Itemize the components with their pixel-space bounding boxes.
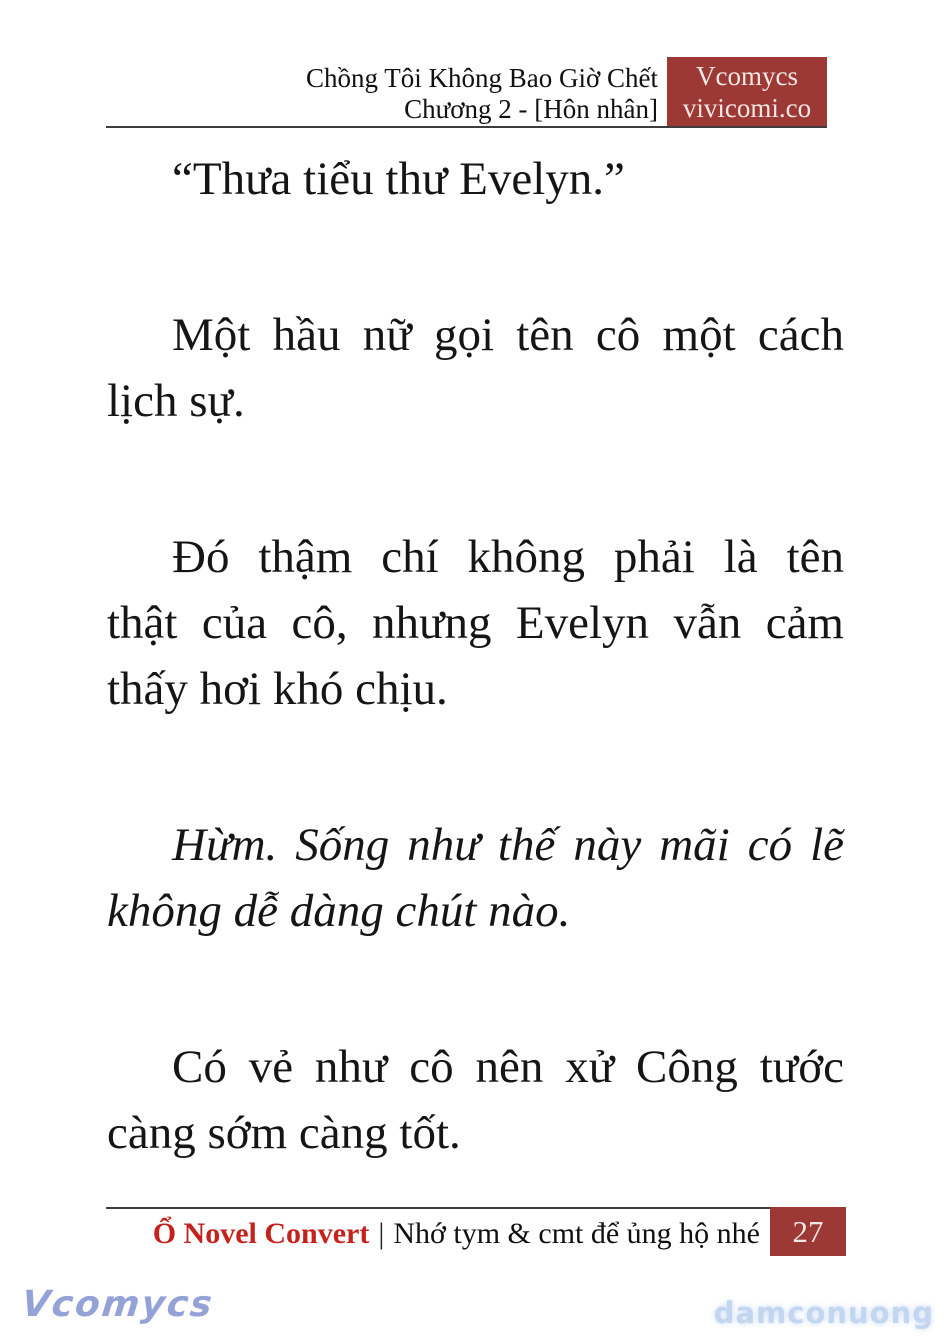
paragraph-line: lịch sự.	[107, 375, 245, 427]
paragraph-line: càng sớm càng tốt.	[107, 1107, 461, 1159]
footer-note: Nhớ tym & cmt để ủng hộ nhé	[393, 1217, 760, 1250]
paragraph	[107, 302, 844, 434]
paragraph	[107, 146, 844, 212]
translator-badge	[667, 57, 827, 127]
footer-divider	[106, 1207, 770, 1209]
paragraph-line: “Thưa tiểu thư Evelyn.”	[172, 153, 625, 205]
paragraph	[107, 524, 844, 722]
footer-separator: |	[378, 1217, 385, 1250]
page-number: 27	[792, 1213, 824, 1249]
paragraph-line: Đó thậm chí không phải là tên	[172, 531, 844, 583]
paragraph-line: Hừm. Sống như thế này mãi có lẽ	[172, 819, 844, 871]
chapter-title: Chương 2 - [Hôn nhân]	[404, 94, 658, 124]
paragraph-line: Một hầu nữ gọi tên cô một cách	[172, 309, 844, 361]
book-title: Chồng Tôi Không Bao Giờ Chết	[305, 63, 658, 93]
paragraph	[107, 1034, 844, 1166]
header-divider	[106, 126, 827, 128]
paragraph-line: Có vẻ như cô nên xử Công tước	[172, 1041, 844, 1093]
paragraph-line: thấy hơi khó chịu.	[107, 663, 448, 715]
page-body	[107, 146, 844, 1256]
translator-badge-name: Vcomycs	[696, 61, 798, 91]
footer-credit-line	[153, 1214, 760, 1254]
footer-brand: Ổ Novel Convert	[152, 1217, 370, 1250]
paragraph-line: không dễ dàng chút nào.	[107, 885, 571, 937]
translator-badge-site: vivicomi.co	[682, 93, 812, 123]
vcomycs-logo: Vcomycs	[19, 1284, 216, 1325]
page-number-badge	[770, 1207, 846, 1256]
page-header-title	[306, 63, 658, 125]
paragraph-italic-thought	[107, 812, 844, 944]
uploader-watermark: damconuong	[713, 1296, 934, 1330]
paragraph-line: thật của cô, nhưng Evelyn vẫn cảm	[107, 597, 844, 649]
